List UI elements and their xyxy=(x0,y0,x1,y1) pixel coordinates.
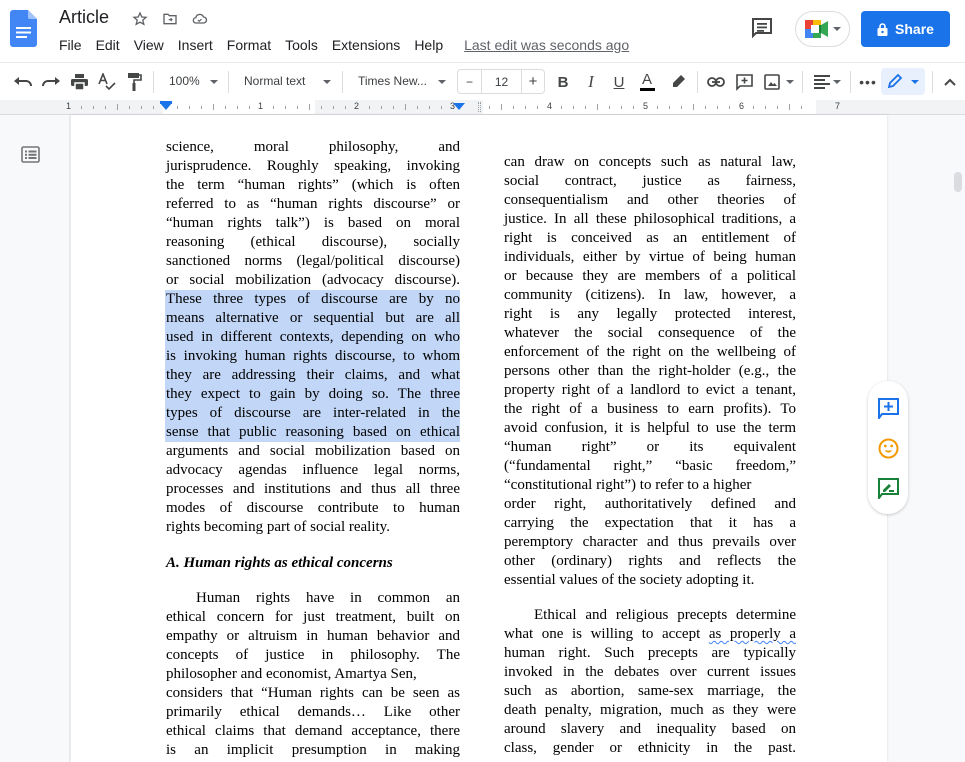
ruler-label: 5 xyxy=(643,101,649,111)
docs-logo-icon[interactable] xyxy=(10,10,37,47)
text-line: right is conceived as an entitlement of xyxy=(504,230,796,246)
text-line: (“fundamental right,” “basic freedom,” xyxy=(504,458,796,474)
grammar-suggestion[interactable]: as properly a xyxy=(708,626,796,642)
menu-insert[interactable]: Insert xyxy=(177,37,213,53)
cloud-saved-icon[interactable] xyxy=(191,10,208,27)
text-line: persons other than the right-holder (e.g., the xyxy=(504,363,796,379)
align-caret-icon[interactable] xyxy=(833,80,841,84)
move-folder-icon[interactable] xyxy=(161,10,178,27)
text-line: jurisprudence. Roughly speaking, invoking xyxy=(166,158,460,174)
text-line: advocacy agendas influence legal norms, xyxy=(166,462,460,478)
text-line: order right, authoritatively defined and xyxy=(504,496,796,512)
text-line: property right of a landlord to evict a tenant, xyxy=(504,382,796,398)
top-bar xyxy=(0,0,965,62)
document-outline-icon[interactable] xyxy=(21,146,40,163)
text-line: invoked in the debates over current issues xyxy=(504,664,796,680)
text-line: “human rights talk”) is based on moral xyxy=(166,215,460,231)
menu-view[interactable]: View xyxy=(133,37,164,53)
undo-icon[interactable] xyxy=(13,72,33,92)
text-line: Human rights have in common an xyxy=(196,590,460,606)
floating-actions-panel xyxy=(868,381,908,514)
font-size-input[interactable]: 12 xyxy=(482,70,522,93)
text-line: or social mobilization (advocacy discourse). xyxy=(166,272,460,288)
menu-bar xyxy=(59,37,643,53)
share-button[interactable] xyxy=(861,11,950,47)
text-line: empathy or altruism in human behavior and xyxy=(166,628,460,644)
text-line: essential values of the society adopting it. xyxy=(504,572,755,588)
underline-icon[interactable]: U xyxy=(613,73,625,91)
more-options-icon[interactable]: ••• xyxy=(859,74,877,90)
menu-edit[interactable]: Edit xyxy=(95,37,120,53)
image-caret-icon[interactable] xyxy=(786,80,794,84)
vertical-scrollbar-thumb[interactable] xyxy=(954,172,962,192)
paint-format-icon[interactable] xyxy=(125,72,145,92)
selected-text-line: These three types of discourse are by no xyxy=(166,291,460,307)
text-line: right is any legally protected interest, xyxy=(504,306,796,322)
text-line: ethical concern for just treatment, built on xyxy=(166,609,460,625)
menu-extensions[interactable]: Extensions xyxy=(331,37,401,53)
editing-mode-caret-icon xyxy=(911,80,919,84)
ruler-label: 2 xyxy=(354,101,360,111)
print-icon[interactable] xyxy=(69,72,89,92)
horizontal-ruler[interactable] xyxy=(0,100,965,115)
text-line: Ethical and religious precepts determine xyxy=(534,607,796,623)
paragraph-style-select[interactable]: Normal text xyxy=(244,74,306,88)
menu-help[interactable]: Help xyxy=(414,37,444,53)
text-line: “constitutional right”) to refer to a higher xyxy=(504,477,752,493)
text-line: avoid confusion, it is helpful to use the term xyxy=(504,420,796,436)
text-line: referred to as “human rights discourse” or xyxy=(166,196,460,212)
text-line: philosopher and economist, Amartya Sen, xyxy=(166,666,417,682)
text-line: rights becoming part of social reality. xyxy=(166,519,390,535)
suggest-edit-icon xyxy=(878,478,899,499)
text-line: processes and institutions and thus all three xyxy=(166,481,460,497)
text-line: death penalty, migration, much as they were xyxy=(504,702,796,718)
menu-format[interactable]: Format xyxy=(226,37,272,53)
text-line: community (citizens). In law, however, a xyxy=(504,287,796,303)
ruler-label: 4 xyxy=(547,101,553,111)
font-select[interactable]: Times New... xyxy=(358,74,427,88)
ruler-label: 6 xyxy=(739,101,745,111)
text-line: “human right” or its equivalent xyxy=(504,439,796,455)
add-comment-icon[interactable] xyxy=(734,72,754,92)
text-line: whatever the social consequence of the xyxy=(504,325,796,341)
text-line: social contract, justice as fairness, xyxy=(504,173,796,189)
selected-text-line: types of discourse are inter-related in the xyxy=(166,405,460,421)
text-line: other (ordinary) rights and reflects the xyxy=(504,553,796,569)
text-line: modes of discourse contribute to human xyxy=(166,500,460,516)
selected-text-line: sense that public reasoning based on ethical xyxy=(166,424,460,440)
document-title[interactable]: Article xyxy=(59,7,110,27)
ruler-label: 1 xyxy=(258,101,264,111)
add-comment-icon xyxy=(878,398,899,419)
text-line: primarily ethical demands… Like other xyxy=(166,704,460,720)
highlight-color-icon[interactable] xyxy=(668,72,688,92)
text-line: enforcement of the right on the wellbeing of xyxy=(504,344,796,360)
insert-image-icon[interactable] xyxy=(762,72,782,92)
text-line: carrying the expectation that it has a xyxy=(504,515,796,531)
text-line: considers that “Human rights can be seen as xyxy=(166,685,460,701)
align-left-icon[interactable] xyxy=(812,72,832,92)
editing-mode-button[interactable] xyxy=(881,68,925,95)
text-span: what one is willing to accept xyxy=(504,626,709,642)
last-edit-link[interactable]: Last edit was seconds ago xyxy=(464,37,630,53)
bold-icon[interactable]: B xyxy=(557,73,569,91)
selected-text-line: is invoking human rights discourse, to whom xyxy=(166,348,460,364)
pencil-icon xyxy=(887,73,903,89)
decrease-font-size-button[interactable]: − xyxy=(458,70,482,93)
add-emoji-reaction-button[interactable] xyxy=(877,437,899,459)
ruler-label: 3 xyxy=(450,101,456,111)
zoom-caret-icon[interactable] xyxy=(210,80,218,84)
zoom-select[interactable]: 100% xyxy=(169,74,200,88)
spellcheck-icon[interactable] xyxy=(97,72,117,92)
text-line: is an implicit presumption in making xyxy=(166,742,460,758)
text-line: justice. In all these philosophical traditions, a xyxy=(504,211,796,227)
font-caret-icon[interactable] xyxy=(438,80,446,84)
suggest-edits-button[interactable] xyxy=(877,477,899,499)
text-line: ethical claims that demand acceptance, there xyxy=(166,723,460,739)
share-label: Share xyxy=(895,21,934,37)
text-line: such as abortion, same-sex marriage, the xyxy=(504,683,796,699)
style-caret-icon[interactable] xyxy=(323,80,331,84)
increase-font-size-button[interactable]: + xyxy=(528,73,538,90)
star-icon[interactable] xyxy=(131,10,148,27)
text-line: arguments and social mobilization based on xyxy=(166,443,460,459)
selected-text-line: means alternative or sequential but are all xyxy=(166,310,460,326)
text-line: individuals, either by virtue of being human xyxy=(504,249,796,265)
section-heading: A. Human rights as ethical concerns xyxy=(166,555,393,571)
text-line xyxy=(504,625,796,644)
meet-dropdown-caret-icon xyxy=(833,27,841,31)
left-text-column[interactable] xyxy=(166,138,460,760)
text-line: human right. Such precepts are typically xyxy=(504,645,796,661)
text-line: or because they are members of a political xyxy=(504,268,796,284)
text-line: the right of a business to earn profits). To xyxy=(504,401,796,417)
redo-icon[interactable] xyxy=(41,72,61,92)
text-line: reasoning (ethical discourse), socially xyxy=(166,234,460,250)
text-line: the term “human rights” (which is often xyxy=(166,177,460,193)
text-line: concepts of justice in philosophy. The xyxy=(166,647,460,663)
text-line: can draw on concepts such as natural law, xyxy=(504,154,796,170)
lock-icon xyxy=(877,23,888,36)
emoji-icon xyxy=(878,438,899,459)
text-color-icon[interactable]: A xyxy=(637,72,657,92)
google-meet-icon xyxy=(805,20,829,38)
collapse-menus-icon[interactable] xyxy=(940,72,960,92)
text-line: consequentialism and other theories of xyxy=(504,192,796,208)
add-comment-button[interactable] xyxy=(877,397,899,419)
selected-text-line: used in different contexts, depending on who xyxy=(166,329,460,345)
meet-button[interactable] xyxy=(795,11,850,47)
right-indent-marker[interactable] xyxy=(453,103,465,110)
text-line: peremptory character and thus prevails over xyxy=(504,534,796,550)
first-line-indent-marker[interactable] xyxy=(160,101,172,104)
ruler-label: 1 xyxy=(66,101,72,111)
column-divider-handle[interactable] xyxy=(478,102,481,112)
left-indent-marker[interactable] xyxy=(160,103,172,110)
text-line: sanctioned norms (legal/political discourse) xyxy=(166,253,460,269)
document-page[interactable] xyxy=(71,115,887,762)
selected-text-line: they expect to gain by doing so. The three xyxy=(166,386,460,402)
selected-text-line: they are addressing their claims, and what xyxy=(166,367,460,383)
text-line: class, gender or ethnicity in the past. xyxy=(504,740,796,756)
text-line: around slavery and inequality based on xyxy=(504,721,796,737)
comment-history-icon[interactable] xyxy=(750,16,774,40)
ruler-label: 7 xyxy=(835,101,841,111)
right-text-column[interactable] xyxy=(504,153,796,758)
insert-link-icon[interactable] xyxy=(706,72,726,92)
font-size-control xyxy=(457,69,545,94)
outline-sidebar xyxy=(0,115,70,762)
menu-tools[interactable]: Tools xyxy=(285,37,318,53)
menu-file[interactable]: File xyxy=(59,37,82,53)
italic-icon[interactable]: I xyxy=(588,72,594,91)
text-line: science, moral philosophy, and xyxy=(166,139,460,155)
